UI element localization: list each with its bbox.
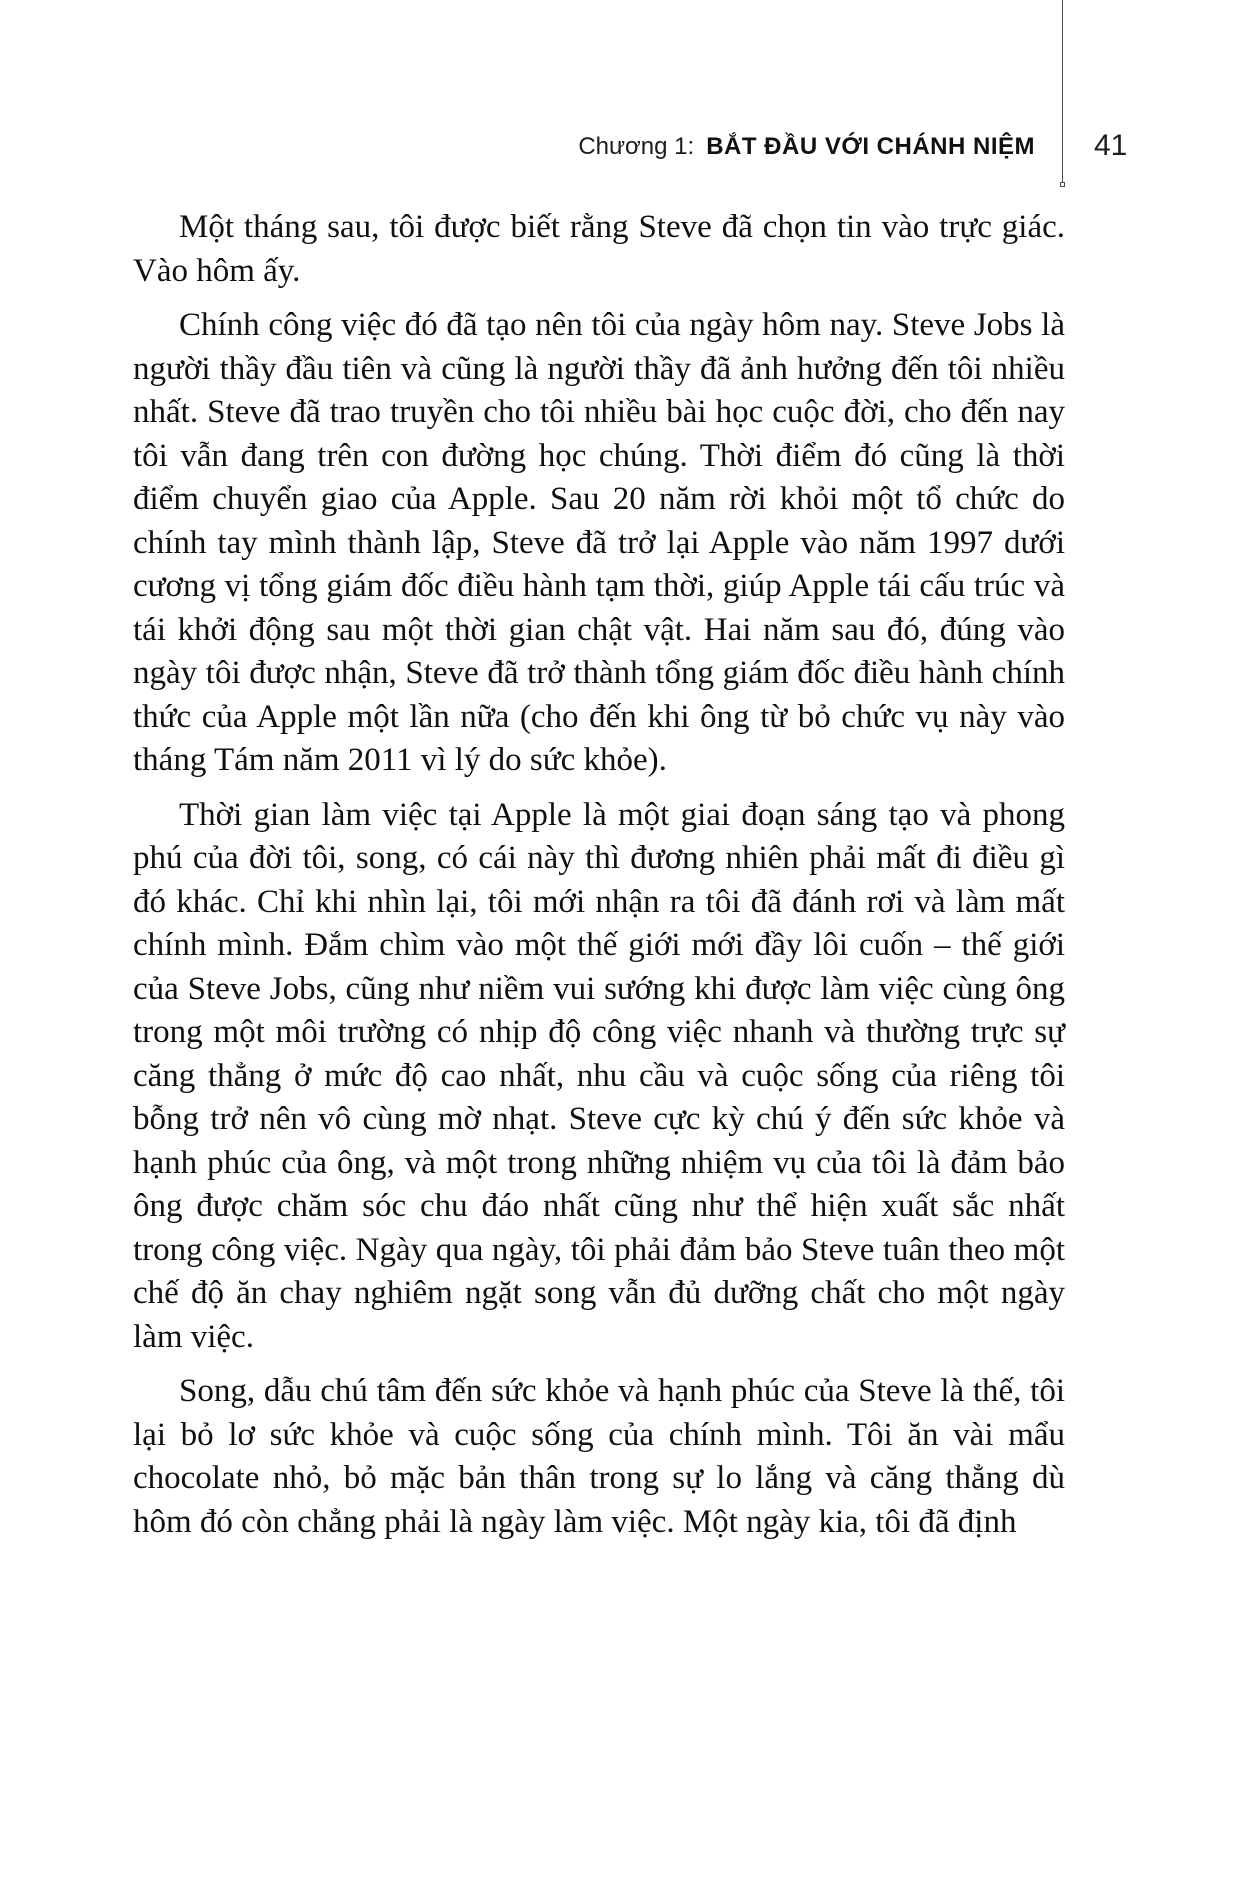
page-header [0,133,1035,161]
page-number: 41 [1094,129,1128,162]
header-divider-line [1062,0,1063,182]
body-paragraph: Chính công việc đó đã tạo nên tôi của ngày hôm nay. Steve Jobs là người thầy đầu tiên và cũng là người thầy đã ảnh hưởng đến tôi nhiều nhất. Steve đã trao truyền cho tôi nhiều bài học cuộc đời, cho đến nay tôi vẫn đang trên con đường học chúng. Thời điểm đó cũng là thời điểm chuyển giao của Apple. Sau 20 năm rời khỏi một tổ chức do chính tay mình thành lập, Steve đã trở lại Apple vào năm 1997 dưới cương vị tổng giám đốc điều hành tạm thời, giúp Apple tái cấu trúc và tái khởi động sau một thời gian chật vật. Hai năm sau đó, đúng vào ngày tôi được nhận, Steve đã trở thành tổng giám đốc điều hành chính thức của Apple một lần nữa (cho đến khi ông từ bỏ chức vụ này vào tháng Tám năm 2011 vì lý do sức khỏe). [133,307,1065,778]
chapter-label: Chương 1: [578,133,695,160]
body-paragraph: Một tháng sau, tôi được biết rằng Steve đã chọn tin vào trực giác. Vào hôm ấy. [133,209,1065,289]
body-paragraph: Thời gian làm việc tại Apple là một giai đoạn sáng tạo và phong phú của đời tôi, song, có cái này thì đương nhiên phải mất đi điều gì đó khác. Chỉ khi nhìn lại, tôi mới nhận ra tôi đã đánh rơi và làm mất chính mình. Đắm chìm vào một thế giới mới đầy lôi cuốn – thế giới của Steve Jobs, cũng như niềm vui sướng khi được làm việc cùng ông trong một môi trường có nhịp độ công việc nhanh và thường trực sự căng thẳng ở mức độ cao nhất, nhu cầu và cuộc sống của riêng tôi bỗng trở nên vô cùng mờ nhạt. Steve cực kỳ chú ý đến sức khỏe và hạnh phúc của ông, và một trong những nhiệm vụ của tôi là đảm bảo ông được chăm sóc chu đáo nhất cũng như thể hiện xuất sắc nhất trong công việc. Ngày qua ngày, tôi phải đảm bảo Steve tuân theo một chế độ ăn chay nghiêm ngặt song vẫn đủ dưỡng chất cho một ngày làm việc. [133,796,1065,1355]
chapter-title: BẮT ĐẦU VỚI CHÁNH NIỆM [706,133,1035,160]
body-paragraph: Song, dẫu chú tâm đến sức khỏe và hạnh phúc của Steve là thế, tôi lại bỏ lơ sức khỏe và cuộc sống của chính mình. Tôi ăn vài mẩu chocolate nhỏ, bỏ mặc bản thân trong sự lo lắng và căng thẳng dù hôm đó còn chẳng phải là ngày làm việc. Một ngày kia, tôi đã định [133,1373,1065,1540]
body-text [133,206,1065,1555]
header-divider-tip [1060,182,1065,187]
